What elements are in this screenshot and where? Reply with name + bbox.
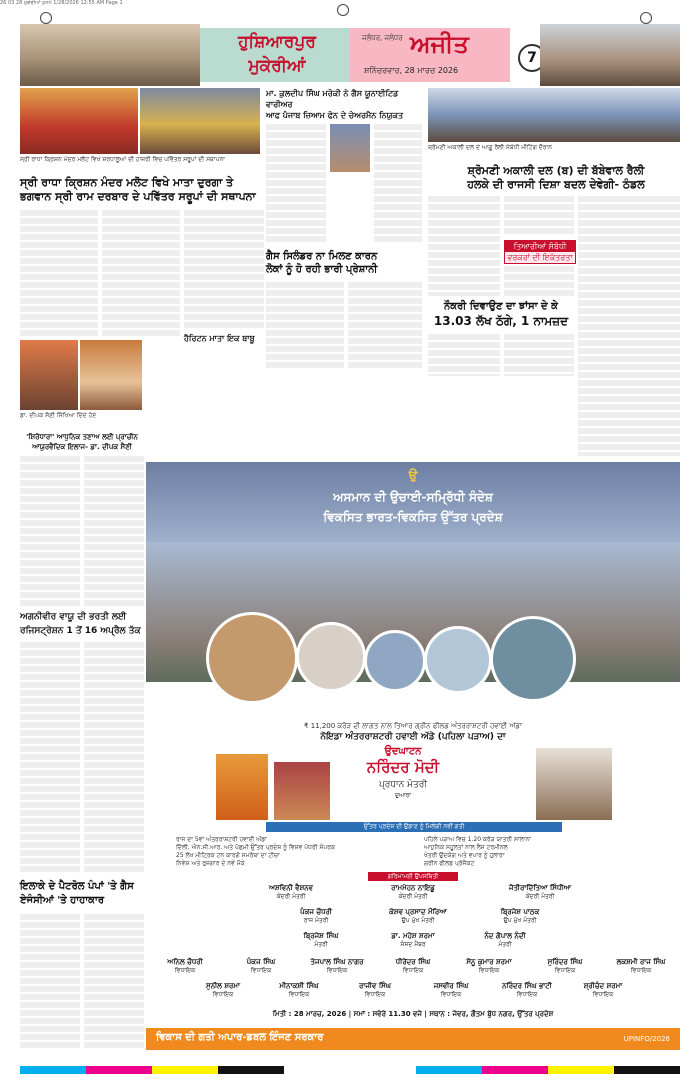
- governor-portrait: [274, 762, 330, 820]
- agniveer-body-col1: [20, 642, 80, 872]
- edition-name: [200, 28, 350, 82]
- interior-photo-2: [296, 622, 366, 692]
- pm-title: ਪ੍ਰਧਾਨ ਮੰਤਰੀ: [378, 780, 428, 790]
- chairman-headline-line1: ਮਾ. ਕੁਲਦੀਪ ਸਿੰਘ ਮਰੋਕੀ ਨੇ ਗੈਸ ਯੂਨਾਈਟਿਡ ਵਾਰੀਅਰ: [266, 89, 399, 109]
- event-details: ਮਿਤੀ : 28 ਮਾਰਚ, 2026 | ਸਮਾਂ : ਸਵੇਰੇ 11.30 ਵਜੇ | ਸਥਾਨ : ਜੇਵਰ, ਗੌਤਮ ਬੁੱਧ ਨਗਰ, ਉੱਤਰ ਪ੍ਰਦੇਸ਼: [272, 1010, 554, 1018]
- highlights-title: ਉੱਤਰ ਪ੍ਰਦੇਸ਼ ਦੀ ਉਡਾਣ ਨੂੰ ਮਿਲੇਗੀ ਨਵੀਂ ਗਤੀ: [266, 822, 562, 832]
- dignitary: ਜੋਤੀਰਾਦਿੱਤਿਆ ਸਿੰਧੀਆ ਕੇਂਦਰੀ ਮੰਤਰੀ: [508, 884, 572, 900]
- edition-name-line2: ਮੁਕੇਰੀਆਂ: [248, 56, 306, 76]
- airport-advertisement: [146, 462, 680, 1050]
- ad-banner: [146, 462, 680, 542]
- dignitary: ਅਸ਼ਵਿਨੀ ਵੈਸ਼ਨਵ ਕੇਂਦਰੀ ਮੰਤਰੀ: [268, 884, 314, 900]
- dignitary: ਅਨਿਲ ਚੌਧਰੀ ਵਿਧਾਇਕ: [167, 958, 203, 974]
- sikhiya-headline-line1: 'ਸ਼ਿਰੋਧਾਰਾ' ਆਧੁਨਿਕ ਤਣਾਅ ਲਈ ਪ੍ਰਾਚੀਨ: [26, 433, 138, 441]
- akali-photo: [428, 88, 680, 142]
- shirodhara-photo: [80, 340, 142, 410]
- dignitary: ਰਾਮਮੋਹਨ ਨਾਇਡੂ ਕੇਂਦਰੀ ਮੰਤਰੀ: [391, 884, 435, 900]
- interior-photo-1: [206, 612, 298, 704]
- dignitary: ਪੰਕਜ ਸਿੰਘ ਵਿਧਾਇਕ: [246, 958, 276, 974]
- chairman-body-col1: [266, 124, 326, 244]
- paper-logo: ਅਜੀਤ: [410, 30, 469, 58]
- color-calibration-bar: [20, 1066, 680, 1074]
- registration-mark: [40, 12, 52, 24]
- temple-caption: ਸ੍ਰੀ ਰਾਧਾ ਕ੍ਰਿਸ਼ਨ ਮੰਦਰ ਮਲੋਟ ਵਿਖੇ ਸ਼ਰਧਾਲੂਆਂ ਦੀ ਹਾਜ਼ਰੀ ਵਿਚ ਪਵਿੱਤਰ ਸਰੂਪਾਂ ਦੀ ਸਥਾਪਨਾ: [20, 156, 225, 163]
- pm-name: ਨਰਿੰਦਰ ਮੋਦੀ: [366, 758, 440, 776]
- job-headline: [428, 300, 574, 328]
- akali-headline-line2: ਹਲਕੇ ਦੀ ਰਾਜਸੀ ਦਿਸ਼ਾ ਬਦਲ ਦੇਵੇਗੀ- ਠੰਡਲ: [467, 178, 645, 191]
- temple-photo-1: [20, 88, 138, 154]
- bullet-left: ਨਿਵੇਸ਼ ਅਤੇ ਰੁਜ਼ਗਾਰ ਦੇ ਨਵੇਂ ਮੌਕੇ: [176, 860, 245, 867]
- footer-code: UPINFO/2026: [623, 1035, 670, 1043]
- dignitary: ਡਾ. ਮਹੇਸ਼ ਸ਼ਰਮਾ ਸੰਸਦ ਮੈਂਬਰ: [391, 932, 435, 948]
- temple-photo-2: [140, 88, 260, 154]
- agniveer-headline-line2: ਰਜਿਸਟ੍ਰੇਸ਼ਨ 1 ਤੋਂ 16 ਅਪ੍ਰੈਲ ਤੱਕ: [20, 626, 141, 636]
- edition-name-line1: ਹੁਸ਼ਿਆਰਪੁਰ: [238, 32, 316, 52]
- terminal-photo: [424, 626, 492, 694]
- by-label: ਦੁਆਰਾ: [395, 792, 411, 799]
- temple-headline: [20, 176, 264, 204]
- bullets-left: [176, 836, 406, 868]
- dignitary: ਨਰਿੰਦਰ ਸਿੰਘ ਭਾਟੀ ਵਿਧਾਇਕ: [502, 982, 552, 998]
- ad-line1: ਅਸਮਾਨ ਦੀ ਉਚਾਈ-ਸਮ੍ਰਿੱਧੀ ਸੰਦੇਸ਼: [333, 490, 493, 504]
- ad-footer: [146, 1028, 680, 1050]
- sikhiya-body-col2: [84, 456, 144, 606]
- petrol-headline: [20, 880, 144, 908]
- agniveer-headline-line1: ਅਗਨੀਵੀਰ ਵਾਯੂ ਦੀ ਭਰਤੀ ਲਈ: [20, 612, 127, 622]
- bullets-right: [424, 836, 654, 868]
- dignitary: ਬ੍ਰਿਜੇਸ਼ ਸਿੰਘ ਮੰਤਰੀ: [303, 932, 339, 948]
- chairman-body-col2: [374, 124, 422, 244]
- masthead: [20, 24, 680, 86]
- bullet-left: ਦਿੱਲੀ, ਐਨ.ਸੀ.ਆਰ. ਅਤੇ ਪੱਛਮੀ ਉੱਤਰ ਪ੍ਰਦੇਸ਼ ਨੂੰ ਵਿਸ਼ਵ ਪੱਧਰੀ ਸੰਪਰਕ: [176, 844, 336, 851]
- hyphen-headline: ਹੈਰਿਟਨ ਮਾਤਾ ਇਕ ਬਾਬੂ: [184, 334, 255, 343]
- dignitary: ਨੰਦ ਗੋਪਾਲ ਨੰਦੀ ਮੰਤਰੀ: [484, 932, 526, 948]
- dignitary: ਸ਼੍ਰੀਚੰਦ ਸ਼ਰਮਾ ਵਿਧਾਇਕ: [583, 982, 623, 998]
- runway-photo: [364, 630, 426, 692]
- gas-headline: [266, 250, 422, 276]
- agniveer-headline: [20, 610, 144, 638]
- sikhiya-caption: ਡਾ. ਦੀਪਕ ਸੈਣੀ ਸਿੱਖਿਆ ਦਿੰਦੇ ਹੋਏ: [20, 412, 97, 419]
- bullet-right: ਪਹਿਲੇ ਪੜਾਅ ਵਿਚ 1.20 ਕਰੋੜ ਯਾਤਰੀ ਸਾਲਾਨਾ: [424, 836, 531, 843]
- temple-headline-line1: ਸ੍ਰੀ ਰਾਧਾ ਕ੍ਰਿਸ਼ਨ ਮੰਦਰ ਮਲੋਟ ਵਿਖੇ ਮਾਤਾ ਦੁਰਗਾ ਤੇ: [20, 176, 234, 189]
- gas-headline-line1: ਗੈਸ ਸਿਲੰਡਰ ਨਾ ਮਿਲਣ ਕਾਰਨ: [266, 251, 378, 262]
- akali-body-col1: [428, 196, 500, 296]
- project-line1: ₹ 11,200 ਕਰੋੜ ਦੀ ਲਾਗਤ ਨਾਲ ਤਿਆਰ ਗ੍ਰੀਨ ਫੀਲਡ ਅੰਤਰਰਾਸ਼ਟਰੀ ਹਵਾਈ ਅੱਡਾ: [304, 722, 522, 730]
- petrol-body-col1: [20, 914, 80, 1050]
- akali-body-col2: [504, 196, 574, 236]
- sikhiya-headline-line2: ਆਯੁਰਵੈਦਿਕ ਇਲਾਜ- ਡਾ. ਦੀਪਕ ਸੈਣੀ: [32, 443, 132, 451]
- temple-body-col2: [102, 210, 180, 338]
- petrol-headline-line2: ਏਜੰਸੀਆਂ 'ਤੇ ਹਾਹਾਕਾਰ: [20, 895, 105, 906]
- dignitary: ਬ੍ਰਿਜੇਸ਼ ਪਾਠਕ ਉਪ ਮੁੱਖ ਮੰਤਰੀ: [500, 908, 540, 924]
- tiyari-box-line1: ਤਿਆਰੀਆਂ ਸੰਬੰਧੀ: [505, 241, 575, 252]
- job-body-col2: [504, 334, 574, 376]
- ad-tag: ਉ: [408, 468, 418, 482]
- petrol-body-col2: [84, 914, 144, 1050]
- dignitary: ਜਸਵੀਰ ਸਿੰਘ ਵਿਧਾਇਕ: [433, 982, 469, 998]
- registration-mark: [640, 12, 652, 24]
- gas-body-col1: [266, 282, 344, 370]
- gas-body-col2: [348, 282, 422, 370]
- tiyari-box-line2: ਵਰਕਰਾਂ ਦੀ ਇਕੱਤਰਤਾ: [507, 253, 573, 262]
- temple-headline-line2: ਭਗਵਾਨ ਸ੍ਰੀ ਰਾਮ ਦਰਬਾਰ ਦੇ ਪਵਿੱਤਰ ਸਰੂਪਾਂ ਦੀ ਸਥਾਪਨਾ: [20, 190, 256, 203]
- masthead-photo-left: [20, 24, 200, 86]
- dignitary: ਸੁਰਿੰਦਰ ਸਿੰਘ ਵਿਧਾਇਕ: [547, 958, 583, 974]
- pm-portrait: [536, 748, 612, 820]
- dignitary: ਸੋਨੂ ਕੁਮਾਰ ਸ਼ਰਮਾ ਵਿਧਾਇਕ: [466, 958, 512, 974]
- job-headline-line1: ਨੌਕਰੀ ਦਿਵਾਉਣ ਦਾ ਝਾਂਸਾ ਦੇ ਕੇ: [444, 301, 558, 312]
- airport-photo: [146, 542, 680, 682]
- presence-title: ਗਰਿਮਾਮਈ ਉਪਸਥਿਤੀ: [368, 872, 458, 881]
- cities: ਜਲੰਧਰ, ਜਲੰਧਰ: [362, 34, 403, 42]
- paper-brand: [350, 28, 510, 82]
- dignitary: ਧੀਰੇਂਦਰ ਸਿੰਘ ਵਿਧਾਇਕ: [395, 958, 431, 974]
- issue-date: ਸ਼ਨਿੱਚਰਵਾਰ, 28 ਮਾਰਚ 2026: [364, 66, 459, 75]
- print-slug: 26 03 28 ਮੁਕੇਰੀਆਂ pml 1/28/2026 12:55 AM Page 1: [0, 0, 123, 6]
- tiyari-box: [504, 240, 576, 264]
- dignitary: ਰਾਜੀਵ ਸਿੰਘ ਵਿਧਾਇਕ: [359, 982, 391, 998]
- sikhiya-headline: [20, 432, 144, 452]
- sikhiya-body-col1: [20, 456, 80, 606]
- dignitary: ਸੁਨੀਲ ਸ਼ਰਮਾ ਵਿਧਾਇਕ: [206, 982, 240, 998]
- akali-caption: ਸ਼੍ਰੋਮਣੀ ਅਕਾਲੀ ਦਲ ਦੇ ਆਗੂ ਰੈਲੀ ਸੰਬੰਧੀ ਮੀਟਿੰਗ ਦੌਰਾਨ: [428, 144, 552, 151]
- dignitary: ਮੀਨਾਕਸ਼ੀ ਸਿੰਘ ਵਿਧਾਇਕ: [279, 982, 319, 998]
- inauguration-label: ਉਦਘਾਟਨ: [384, 746, 422, 757]
- job-headline-line2: 13.03 ਲੱਖ ਠੱਗੇ, 1 ਨਾਮਜ਼ਦ: [433, 314, 569, 328]
- temple-body-col3: [184, 210, 264, 330]
- chairman-photo: [330, 124, 370, 172]
- akali-body-col4: [578, 196, 680, 456]
- project-line2: ਨੋਇਡਾ ਅੰਤਰਰਾਸ਼ਟਰੀ ਹਵਾਈ ਅੱਡੇ (ਪਹਿਲਾ ਪੜਾਅ) ਦਾ: [320, 732, 506, 742]
- temple-body-col1: [20, 210, 98, 338]
- bullet-right: ਖੇਤਰੀ ਉਦਯੋਗ ਅਤੇ ਵਪਾਰ ਨੂੰ ਹੁਲਾਰਾ: [424, 852, 505, 859]
- registration-mark: [337, 4, 349, 16]
- bullet-left: 25 ਲੱਖ ਮੀਟ੍ਰਿਕ ਟਨ ਕਾਰਗੋ ਸਮਰੱਥਾ ਦਾ ਟੀਚਾ: [176, 852, 280, 859]
- akali-body-col3: [504, 266, 574, 296]
- footer-slogan: ਵਿਕਾਸ ਦੀ ਗਤੀ ਅਪਾਰ-ਡਬਲ ਇੰਜਣ ਸਰਕਾਰ: [156, 1032, 324, 1043]
- doctor-portrait: [20, 340, 78, 410]
- dignitary: ਕੇਸ਼ਵ ਪ੍ਰਸਾਦ ਮੌਰਿਆ ਉਪ ਮੁੱਖ ਮੰਤਰੀ: [389, 908, 447, 924]
- akali-headline-line1: ਸ਼੍ਰੋਮਣੀ ਅਕਾਲੀ ਦਲ (ਬ) ਦੀ ਬੱਬੇਵਾਲ ਰੈਲੀ: [467, 164, 645, 177]
- aerial-photo: [490, 616, 576, 702]
- ad-line2: ਵਿਕਸਿਤ ਭਾਰਤ-ਵਿਕਸਿਤ ਉੱਤਰ ਪ੍ਰਦੇਸ਼: [323, 510, 503, 524]
- masthead-photo-right: [540, 24, 680, 86]
- bullet-left: ਰਾਜ ਦਾ 5ਵਾਂ ਅੰਤਰਰਾਸ਼ਟਰੀ ਹਵਾਈ ਅੱਡਾ: [176, 836, 267, 843]
- gas-headline-line2: ਲੋਕਾਂ ਨੂੰ ਹੋ ਰਹੀ ਭਾਰੀ ਪ੍ਰੇਸ਼ਾਨੀ: [266, 264, 378, 275]
- page-number: 7: [518, 44, 546, 72]
- petrol-headline-line1: ਇਲਾਕੇ ਦੇ ਪੈਟਰੋਲ ਪੰਪਾਂ 'ਤੇ ਗੈਸ: [20, 881, 134, 892]
- chairman-headline-line2: ਆਫ ਪੰਜਾਬ ਜ਼ਿਆਮ ਫੋਨ ਦੇ ਚੇਅਰਮੈਨ ਨਿਯੁਕਤ: [266, 111, 404, 120]
- dignitary: ਤੇਜਪਾਲ ਸਿੰਘ ਨਾਗਰ ਵਿਧਾਇਕ: [310, 958, 364, 974]
- bullet-right: ਗਰੀਨ ਫੀਲਡ ਪ੍ਰੋਜੈਕਟ: [424, 860, 475, 867]
- bullet-right: ਆਧੁਨਿਕ ਸਹੂਲਤਾਂ ਨਾਲ ਲੈਸ ਟਰਮੀਨਲ: [424, 844, 508, 851]
- akali-headline: [432, 164, 680, 192]
- dignitary: ਲਕਸ਼ਮੀ ਰਾਜ ਸਿੰਘ ਵਿਧਾਇਕ: [616, 958, 666, 974]
- dignitary: ਪੰਕਜ ਚੌਧਰੀ ਰਾਜ ਮੰਤਰੀ: [300, 908, 332, 924]
- agniveer-body-col2: [84, 642, 144, 872]
- cm-portrait: [216, 754, 268, 820]
- job-body-col1: [428, 334, 500, 376]
- chairman-headline: [266, 88, 416, 121]
